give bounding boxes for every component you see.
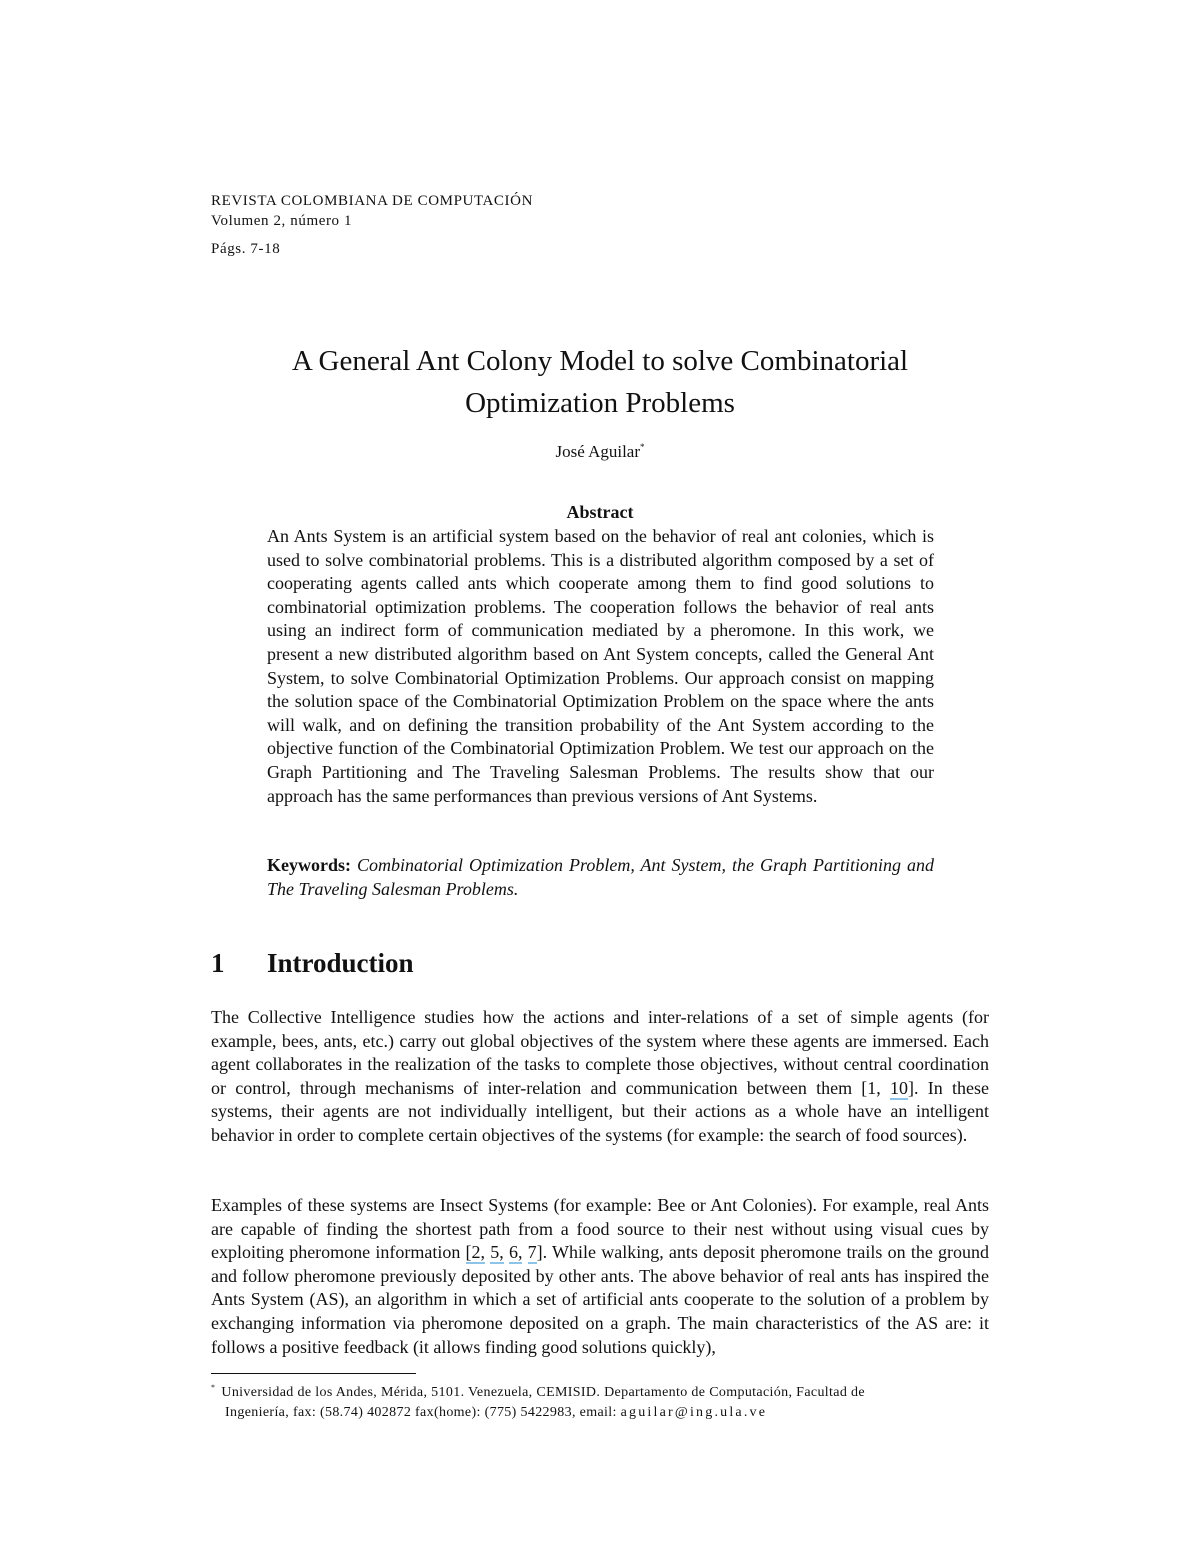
intro-p2-text-a: Examples of these systems are Insect Systems (for example: Bee or Ant Colonies). For example, real Ants are capable of finding the shortest path from a food source to their nest without using visual cues by exploiting pheromone information — [211, 1195, 989, 1263]
journal-pages: Págs. 7-18 — [211, 241, 281, 257]
author-footnote-mark[interactable]: * — [640, 442, 645, 452]
footnote — [211, 1378, 991, 1423]
intro-paragraph-2 — [211, 1194, 989, 1359]
journal-name: REVISTA COLOMBIANA DE COMPUTACIÓN — [211, 193, 533, 209]
footnote-divider — [211, 1373, 416, 1374]
keywords — [267, 853, 934, 901]
citation-link-10[interactable]: 10 — [890, 1077, 909, 1098]
paper-title-line2: Optimization Problems — [465, 387, 735, 419]
journal-volume: Volumen 2, número 1 — [211, 213, 353, 229]
intro-p2-text-b: ]. While walking, ants deposit pheromone trails on the ground and follow pheromone previously deposited by other ants. The above behavior of real ants has inspired the Ants System (AS), an algorithm in which a set of artificial ants cooperate to the solution of a problem by exchanging information via pheromone deposited on a graph. The main characteristics of the AS are: it follows a positive feedback (it allows finding good solutions quickly), — [211, 1242, 990, 1357]
author-name: José Aguilar — [555, 442, 641, 461]
paper-title — [200, 340, 1000, 424]
footnote-line2: Ingeniería, fax: (58.74) 402872 fax(home): (775) 5422983, email: — [225, 1405, 621, 1420]
section-heading-introduction — [211, 948, 414, 979]
footnote-mark: * — [211, 1383, 216, 1392]
citation-link-2[interactable]: [2, — [465, 1242, 486, 1263]
footnote-email: aguilar@ing.ula.ve — [620, 1405, 768, 1420]
abstract-body: An Ants System is an artificial system based on the behavior of real ant colonies, which is used to solve combinatorial problems. This is a distributed algorithm composed by a set of cooperating agents called ants which cooperate among them to find good solutions to combinatorial optimization problems. The cooperation follows the behavior of real ants using an indirect form of communication mediated by a pheromone. In this work, we present a new distributed algorithm based on Ant System concepts, called the General Ant System, to solve Combinatorial Optimization Problems. Our approach consist on mapping the solution space of the Combinatorial Optimization Problem on the space where the ants will walk, and on defining the transition probability of the Ant System according to the objective function of the Combinatorial Optimization Problem. We test our approach on the Graph Partitioning and The Traveling Salesman Problems. The results show that our approach has the same performances than previous versions of Ant Systems. — [267, 526, 934, 806]
section-title: Introduction — [267, 948, 414, 978]
footnote-line1: Universidad de los Andes, Mérida, 5101. Venezuela, CEMISID. Departamento de Computación, Facultad de — [221, 1385, 865, 1400]
journal-header — [211, 191, 533, 231]
citation-link-5[interactable]: 5, — [490, 1242, 504, 1263]
footnote-line2-wrap — [211, 1403, 991, 1423]
intro-paragraph-1 — [211, 1006, 989, 1148]
abstract-heading: Abstract — [566, 502, 634, 522]
section-number: 1 — [211, 948, 225, 978]
citation-link-7[interactable]: 7 — [527, 1242, 537, 1263]
paper-title-line1: A General Ant Colony Model to solve Combinatorial — [291, 345, 909, 377]
keywords-text: Combinatorial Optimization Problem, Ant System, the Graph Partitioning and The Traveling Salesman Problems. — [267, 855, 934, 899]
intro-p1-text-b: ]. In these systems, their agents are not individually intelligent, but their actions as a whole have an intelligent behavior in order to complete certain objectives of the systems (for example: the search of food sources). — [211, 1077, 989, 1145]
author — [200, 442, 1000, 462]
citation-link-6[interactable]: 6, — [508, 1242, 523, 1263]
intro-p1-text-a: The Collective Intelligence studies how the actions and inter-relations of a set of simple agents (for example, bees, ants, etc.) carry out global objectives of the system where these agents are immersed. Each agent collaborates in the realization of the tasks to complete those objectives, without central coordination or control, through mechanisms of inter-relation and communication between them [1, — [211, 1007, 989, 1098]
keywords-label: Keywords: — [267, 855, 351, 875]
